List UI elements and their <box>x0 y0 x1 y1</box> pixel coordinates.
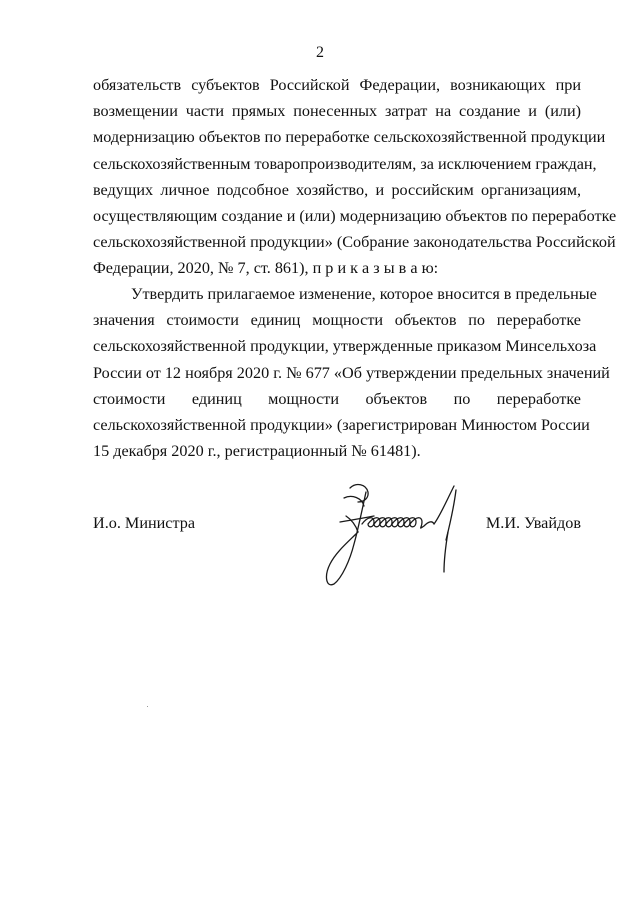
text-line: Федерации, 2020, № 7, ст. 861), п р и к а з ы в а ю: <box>93 259 439 278</box>
text-line: ведущих личное подсобное хозяйство, и российским организациям, <box>93 180 581 199</box>
signatory-position: И.о. Министра <box>93 514 196 532</box>
text-line: сельскохозяйственной продукции» (зарегистрирован Минюстом России <box>93 415 590 434</box>
text-line: значения стоимости единиц мощности объектов по переработке <box>93 311 581 330</box>
text-line: Утвердить прилагаемое изменение, которое вносится в предельные <box>131 285 597 303</box>
page-number: 2 <box>316 44 324 61</box>
paragraph-2 <box>93 281 610 464</box>
text-line: осуществляющим создание и (или) модернизацию объектов по переработке <box>93 206 617 225</box>
text-line: сельскохозяйственной продукции, утвержденные приказом Минсельхоза <box>93 337 597 356</box>
text-line: сельскохозяйственной продукции» (Собрание законодательства Российской <box>93 233 616 252</box>
text-line: возмещении части прямых понесенных затрат на создание и (или) <box>93 102 581 121</box>
scan-speck <box>147 706 148 707</box>
text-line: сельскохозяйственным товаропроизводителям, за исключением граждан, <box>93 154 597 173</box>
text-line: стоимости единиц мощности объектов по переработке <box>93 389 581 408</box>
signatory-name: М.И. Увайдов <box>485 514 581 532</box>
text-line: обязательств субъектов Российской Федерации, возникающих при <box>93 76 581 94</box>
text-line: 15 декабря 2020 г., регистрационный № 61481). <box>93 442 421 461</box>
paragraph-1 <box>93 72 617 282</box>
text-line: модернизацию объектов по переработке сельскохозяйственной продукции <box>93 128 606 147</box>
text-line: России от 12 ноября 2020 г. № 677 «Об утверждении предельных значений <box>93 363 610 382</box>
handwritten-signature-icon <box>322 480 472 595</box>
